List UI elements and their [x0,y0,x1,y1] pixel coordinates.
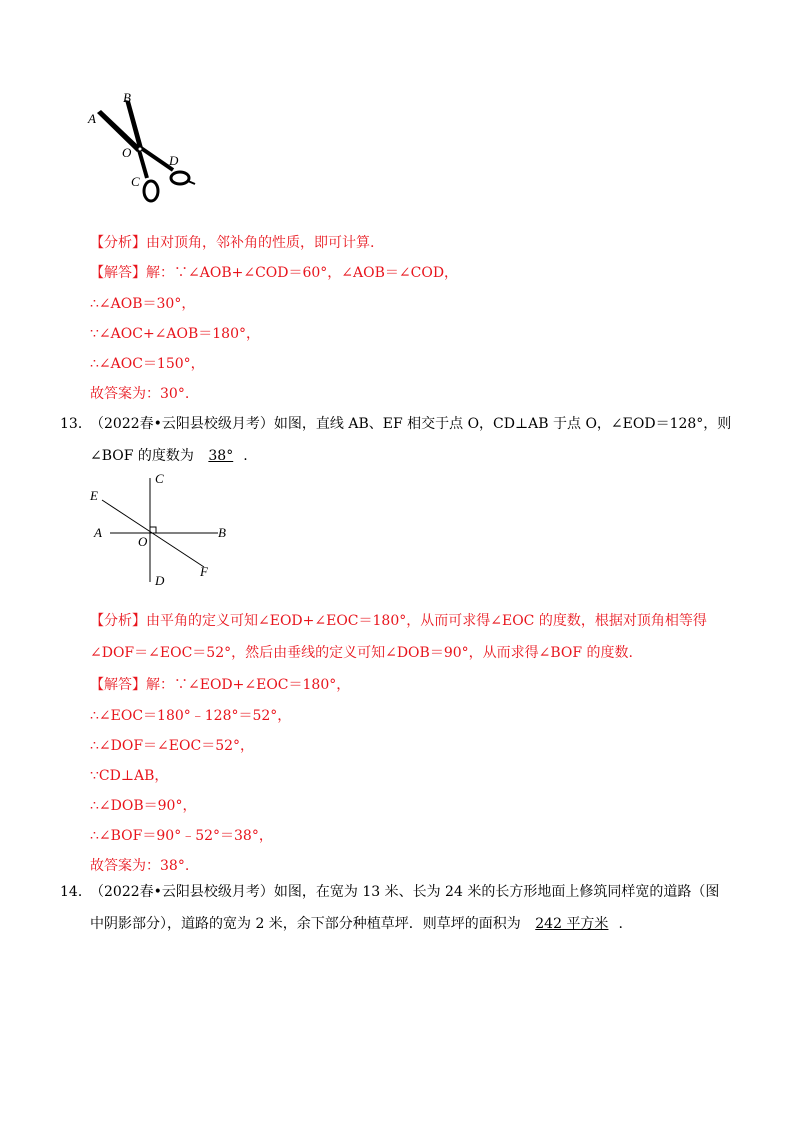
p12-solution-line-0: 【解答】解：∵∠AOB+∠COD＝60°，∠AOB＝∠COD， [90,265,459,281]
label-c: C [131,174,140,189]
question-text-1: （2022春•云阳县校级月考）如图，直线 AB、EF 相交于点 O，CD⊥AB 于点 O，∠EOD＝128°，则 [90,416,732,432]
analysis-tag: 【分析】 [90,613,146,629]
p12-analysis [90,233,374,253]
question-14 [60,876,738,940]
p12-solution-line-1: ∴∠AOB＝30°， [90,296,196,312]
answer-blank: 242 平方米 [535,916,609,932]
label-b: B [218,525,226,540]
p12-solution-line-2: ∵∠AOC+∠AOB＝180°， [90,326,260,342]
q13-solution-line-0: 【解答】解：∵∠EOD+∠EOC＝180°， [90,677,351,693]
solution-tag: 【解答】 [90,265,146,281]
answer-blank: 38° [208,448,234,464]
q13-solution-line-2: ∴∠DOF＝∠EOC＝52°， [90,738,255,754]
q13-solution-line-1: ∴∠EOC＝180°﹣128°＝52°， [90,708,292,724]
q13-solution-line-5: ∴∠BOF＝90°﹣52°＝38°， [90,828,273,844]
q13-solution-line-3: ∵CD⊥AB， [90,768,169,784]
question-text-1: （2022春•云阳县校级月考）如图，在宽为 13 米、长为 24 米的长方形地面上修筑同样宽的道路（图 [90,884,720,900]
lines-figure [88,470,238,590]
question-number: 14． [60,884,92,900]
label-d: D [155,573,165,588]
label-o: O [122,145,132,160]
q13-analysis-1: 【分析】由平角的定义可知∠EOD+∠EOC＝180°，从而可求得∠EOC 的度数，根据对顶角相等得 [90,613,707,629]
label-f: F [200,564,208,579]
scissors-figure [85,90,205,210]
analysis-text: 由对顶角，邻补角的性质，即可计算. [146,235,375,251]
label-d: D [169,153,179,168]
q13-analysis-2: ∠DOF＝∠EOC＝52°，然后由垂线的定义可知∠DOB＝90°，从而求得∠BOF 的度数. [90,645,634,661]
question-text-2: ∠BOF 的度数为 38° . [90,440,738,472]
p12-solution-line-3: ∴∠AOC＝150°， [90,356,205,372]
q13-solution-line-4: ∴∠DOB＝90°， [90,798,197,814]
analysis-tag: 【分析】 [90,235,146,251]
p12-solution-line-4: 故答案为：30°. [90,386,190,402]
label-o: O [138,534,148,549]
question-text-2: 中阴影部分），道路的宽为 2 米，余下部分种植草坪．则草坪的面积为 242 平方米 . [90,908,738,940]
label-a: A [94,525,102,540]
question-number: 13． [60,416,92,432]
label-b: B [123,90,131,105]
label-a: A [88,111,96,126]
label-e: E [90,488,98,503]
solution-tag: 【解答】 [90,677,146,693]
question-13 [60,408,738,472]
label-c: C [155,471,164,486]
q13-solution-line-6: 故答案为：38°. [90,858,190,874]
